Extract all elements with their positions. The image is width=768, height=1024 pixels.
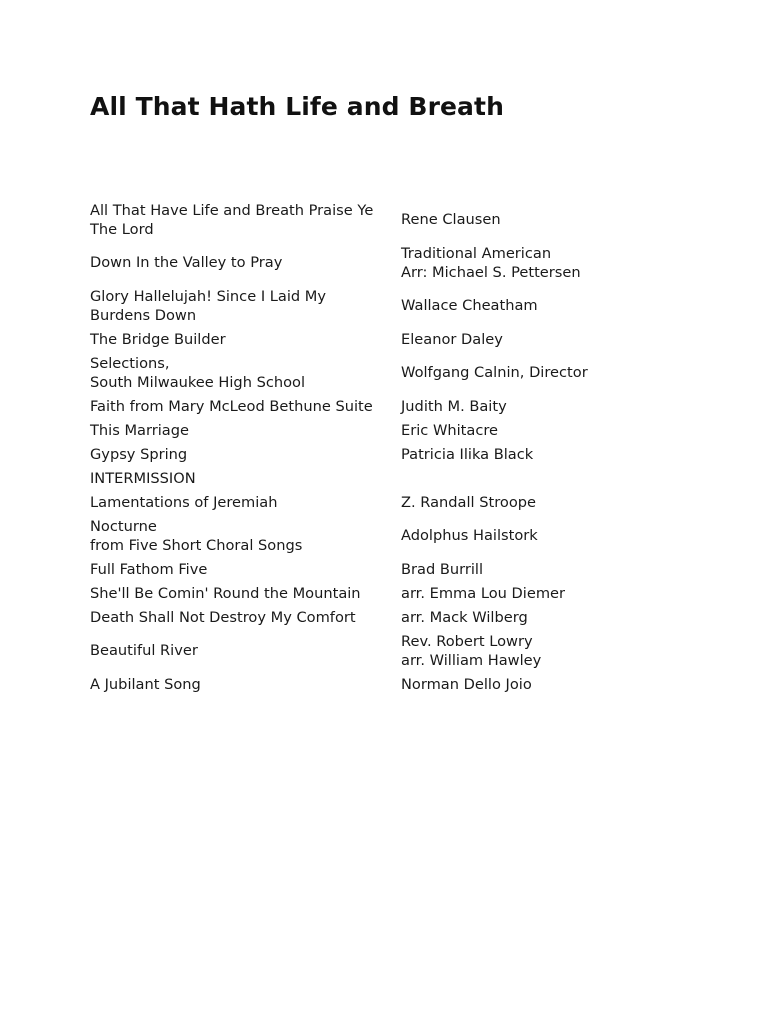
composer-line: arr. Emma Lou Diemer: [401, 584, 566, 602]
program-row: [90, 581, 710, 605]
program-row: [90, 442, 710, 466]
program-row: [90, 394, 710, 418]
piece-title: [90, 490, 401, 514]
piece-title: [90, 327, 401, 351]
piece-title-line: Selections,: [90, 354, 170, 372]
composer: [401, 198, 710, 241]
composer-line: Traditional American: [401, 244, 552, 262]
composer: [401, 557, 710, 581]
program-table: [90, 198, 710, 696]
piece-title: [90, 284, 401, 327]
composer-line: Brad Burrill: [401, 560, 484, 578]
piece-title-line: INTERMISSION: [90, 469, 196, 487]
piece-title-line: She'll Be Comin' Round the Mountain: [90, 584, 361, 602]
piece-title: [90, 442, 401, 466]
composer: [401, 672, 710, 696]
piece-title-line: Burdens Down: [90, 306, 197, 324]
composer: [401, 327, 710, 351]
piece-title: [90, 557, 401, 581]
program-row: [90, 198, 710, 241]
composer-line: Eric Whitacre: [401, 421, 499, 439]
piece-title: [90, 466, 401, 490]
composer: [401, 466, 710, 490]
program-row: [90, 629, 710, 672]
piece-title-line: Glory Hallelujah! Since I Laid My: [90, 287, 327, 305]
composer-line: Wolfgang Calnin, Director: [401, 364, 588, 381]
piece-title-line: Beautiful River: [90, 642, 198, 659]
program-row: [90, 672, 710, 696]
program-row: [90, 466, 710, 490]
piece-title: [90, 418, 401, 442]
program-row: [90, 514, 710, 557]
program-list: [90, 198, 710, 696]
composer-line: Norman Dello Joio: [401, 675, 532, 693]
composer: [401, 442, 710, 466]
composer: [401, 394, 710, 418]
piece-title-line: All That Have Life and Breath Praise Ye: [90, 201, 374, 219]
composer: [401, 629, 710, 672]
piece-title: [90, 672, 401, 696]
piece-title-line: Down In the Valley to Pray: [90, 254, 283, 271]
composer-line: arr. Mack Wilberg: [401, 608, 528, 626]
program-row: [90, 418, 710, 442]
piece-title-line: Gypsy Spring: [90, 445, 188, 463]
piece-title-line: Death Shall Not Destroy My Comfort: [90, 608, 356, 626]
piece-title-line: Faith from Mary McLeod Bethune Suite: [90, 397, 373, 415]
composer-line: Rene Clausen: [401, 211, 501, 228]
program-row: [90, 605, 710, 629]
piece-title-line: Lamentations of Jeremiah: [90, 493, 278, 511]
composer-line: Patricia Ilika Black: [401, 445, 534, 463]
piece-title-line: Nocturne: [90, 517, 157, 535]
composer: [401, 284, 710, 327]
composer: [401, 490, 710, 514]
composer: [401, 605, 710, 629]
composer: [401, 241, 710, 284]
piece-title-line: The Bridge Builder: [90, 330, 226, 348]
piece-title: [90, 198, 401, 241]
composer-line: Eleanor Daley: [401, 330, 503, 348]
piece-title: [90, 241, 401, 284]
program-row: [90, 327, 710, 351]
piece-title-line: Full Fathom Five: [90, 560, 208, 578]
piece-title-line: A Jubilant Song: [90, 675, 201, 693]
composer-line: Arr: Michael S. Pettersen: [401, 263, 581, 281]
composer: [401, 581, 710, 605]
composer-line: arr. William Hawley: [401, 651, 542, 669]
composer-line: Rev. Robert Lowry: [401, 632, 533, 650]
composer: [401, 351, 710, 394]
program-row: [90, 241, 710, 284]
composer-line: Wallace Cheatham: [401, 297, 538, 314]
composer-line: Adolphus Hailstork: [401, 527, 538, 544]
piece-title: [90, 605, 401, 629]
composer-line: Z. Randall Stroope: [401, 493, 537, 511]
piece-title: [90, 394, 401, 418]
piece-title-line: The Lord: [90, 220, 154, 238]
piece-title-line: This Marriage: [90, 421, 189, 439]
composer-line: Judith M. Baity: [401, 397, 507, 415]
program-row: [90, 284, 710, 327]
program-row: [90, 351, 710, 394]
piece-title: [90, 629, 401, 672]
composer: [401, 514, 710, 557]
piece-title: [90, 351, 401, 394]
page-title: All That Hath Life and Breath: [90, 92, 504, 121]
program-row: [90, 490, 710, 514]
piece-title: [90, 514, 401, 557]
piece-title-line: from Five Short Choral Songs: [90, 536, 303, 554]
composer: [401, 418, 710, 442]
piece-title: [90, 581, 401, 605]
piece-title-line: South Milwaukee High School: [90, 373, 306, 391]
program-row: [90, 557, 710, 581]
